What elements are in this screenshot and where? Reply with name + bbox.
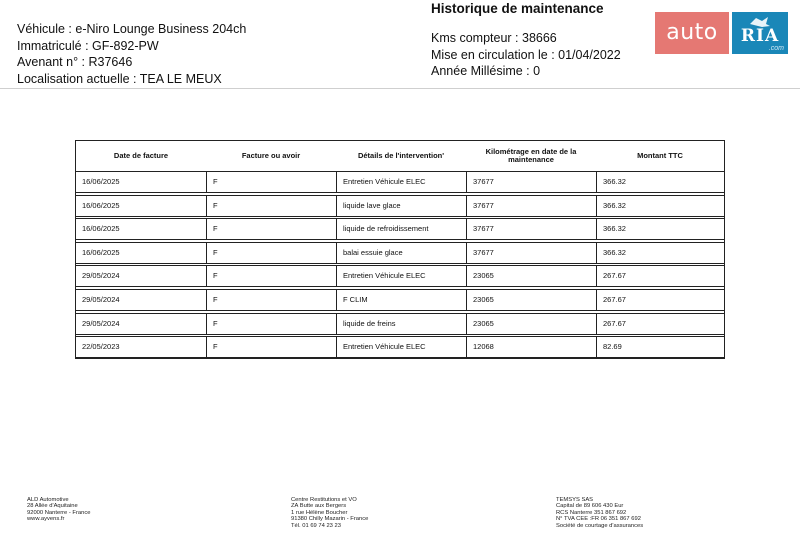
header-divider [0,88,800,89]
table-row [76,171,724,193]
cell-amount: 82.69 [596,337,724,357]
cell-mileage: 37677 [466,243,596,263]
cell-mileage: 23065 [466,314,596,334]
cell-details: liquide lave glace [336,196,466,216]
table-row [76,336,724,358]
cell-details: F CLIM [336,290,466,310]
cell-invoice-type: F [206,337,336,357]
footer-phone: Tél. 01 69 74 23 23 [291,522,341,529]
footer-line: TEMSYS SAS [556,497,594,503]
cell-amount: 366.32 [596,219,724,239]
table-row [76,265,724,287]
cell-date: 16/06/2025 [82,224,120,233]
cell-amount: 267.67 [596,266,724,286]
cell-details: liquide de refroidissement [336,219,466,239]
cell-date: 22/05/2023 [82,342,120,351]
column-header-mileage: Kilométrage en date de la maintenance [485,146,577,164]
cell-amount: 267.67 [596,314,724,334]
cell-mileage: 12068 [466,337,596,357]
footer-line: ZA Butte aux Bergers [291,503,347,510]
footer-legal [556,497,643,529]
cell-invoice-type: F [206,266,336,286]
column-header-date: Date de facture [113,150,169,160]
mileage: Kms compteur : 38666 [431,31,557,45]
vehicle-details [17,21,246,87]
cell-date: 29/05/2024 [82,319,120,328]
cell-date: 29/05/2024 [82,295,120,304]
vehicle-registration: Immatriculé : GF-892-PW [17,38,159,53]
registration-date: Mise en circulation le : 01/04/2022 [431,47,621,62]
footer-restitution-center [291,497,368,529]
cell-invoice-type: F [206,243,336,263]
cell-mileage: 23065 [466,290,596,310]
vehicle-usage [431,30,621,80]
cell-invoice-type: F [206,290,336,310]
vehicle-model: Véhicule : e-Niro Lounge Business 204ch [17,22,247,36]
footer-line: 92000 Nanterre - France [27,509,91,516]
table-row [76,242,724,264]
cell-amount: 366.32 [596,196,724,216]
cell-details: Entretien Véhicule ELEC [336,337,466,357]
vehicle-location: Localisation actuelle : TEA LE MEUX [17,71,222,86]
cell-date: 16/06/2025 [82,201,120,210]
footer-line: Société de courtage d'assurances [556,522,644,529]
model-year: Année Millésime : 0 [431,64,541,78]
cell-invoice-type: F [206,172,336,192]
autoria-logo-ria [732,12,788,54]
footer-line: RCS Nanterre 351 867 692 [556,509,627,516]
footer-line: N° TVA CEE :FR 06 351 867 692 [556,516,641,523]
cell-amount: 366.32 [596,243,724,263]
page-title: Historique de maintenance [431,1,604,16]
vehicle-amendment: Avenant n° : R37646 [17,55,133,69]
cell-amount: 366.32 [596,172,724,192]
cell-invoice-type: F [206,196,336,216]
footer-line: 28 Allée d'Aquitaine [27,503,78,510]
cell-details: balai essuie glace [336,243,466,263]
footer-line: Centre Restitutions et VO [291,497,357,503]
table-row [76,218,724,240]
cell-mileage: 37677 [466,219,596,239]
column-header-details: Détails de l'intervention' [357,150,445,160]
cell-invoice-type: F [206,314,336,334]
autoria-logo-auto: auto [655,12,729,54]
table-row [76,195,724,217]
cell-date: 16/06/2025 [82,177,120,186]
cell-invoice-type: F [206,219,336,239]
cell-details: liquide de freins [336,314,466,334]
cell-date: 16/06/2025 [82,248,120,257]
footer-line: ALD Automotive [27,497,69,503]
cell-mileage: 37677 [466,196,596,216]
table-row [76,289,724,311]
cell-date: 29/05/2024 [82,271,120,280]
ria-text: RIA [740,26,780,46]
footer-line: 91380 Chilly Mazarin - France [291,516,369,523]
cell-details: Entretien Véhicule ELEC [336,266,466,286]
cell-amount: 267.67 [596,290,724,310]
footer-line: Capital de 89 606 430 Eur [556,503,624,510]
column-header-amount: Montant TTC [637,150,683,160]
cell-details: Entretien Véhicule ELEC [336,172,466,192]
table-row [76,313,724,335]
ria-com-text: .com [768,45,784,52]
cell-mileage: 23065 [466,266,596,286]
table-header [76,141,724,171]
cell-mileage: 37677 [466,172,596,192]
maintenance-table [75,140,725,359]
column-header-invoice-type: Facture ou avoir [241,150,301,160]
footer-website: www.ayvens.fr [27,516,65,523]
footer-line: 1 rue Hélène Boucher [291,509,348,516]
footer-company [27,497,90,523]
